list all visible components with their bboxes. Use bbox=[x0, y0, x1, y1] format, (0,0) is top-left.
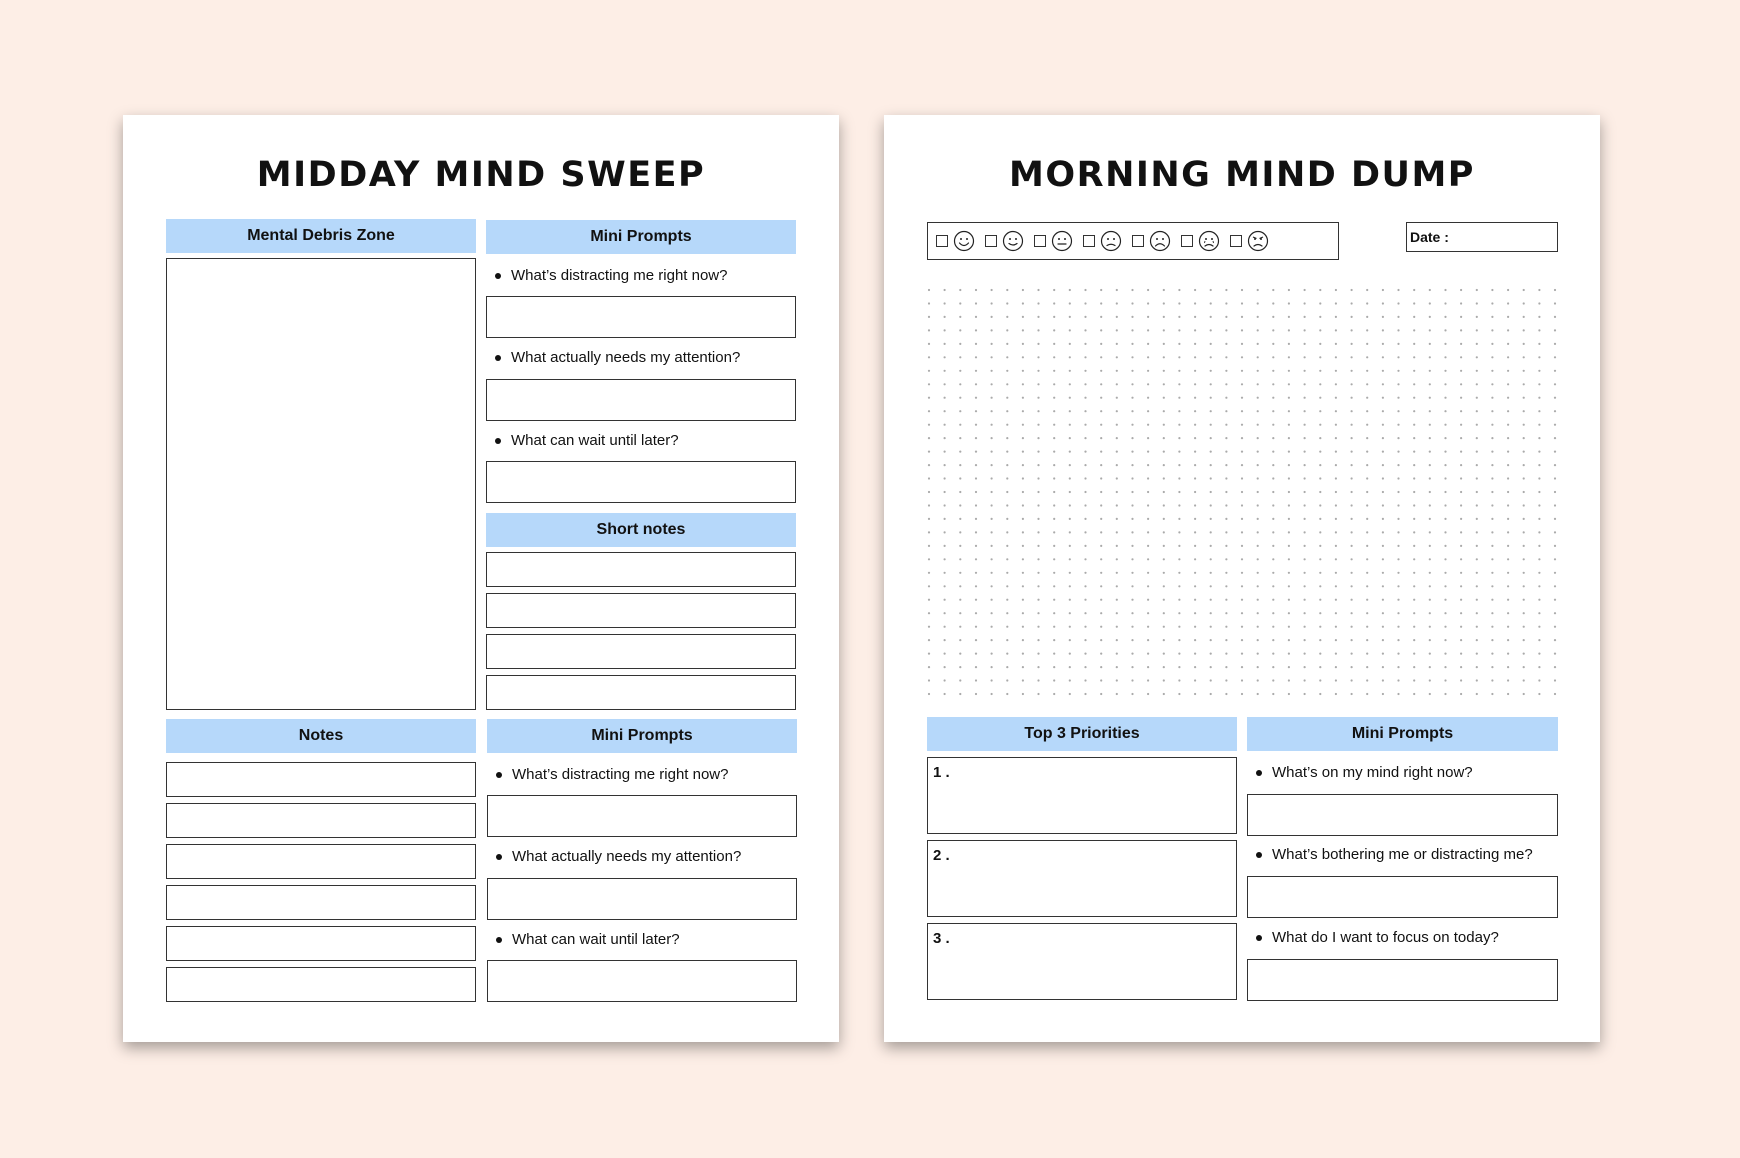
short-note-line[interactable] bbox=[486, 634, 796, 669]
bullet-icon bbox=[1256, 770, 1262, 776]
mood-checkbox[interactable] bbox=[1083, 235, 1095, 247]
page-title: MORNING MIND DUMP bbox=[1009, 155, 1475, 195]
mood-checkbox[interactable] bbox=[985, 235, 997, 247]
prompt-answer-box[interactable] bbox=[1247, 794, 1558, 836]
sad-face-icon bbox=[1149, 230, 1171, 252]
prompt-answer-box[interactable] bbox=[487, 795, 797, 837]
short-note-line[interactable] bbox=[486, 593, 796, 628]
date-field[interactable]: Date : bbox=[1406, 222, 1558, 252]
mood-option[interactable] bbox=[936, 230, 975, 252]
happy-face-icon bbox=[1002, 230, 1024, 252]
page-title: MIDDAY MIND SWEEP bbox=[256, 155, 706, 195]
mental-debris-zone-header: Mental Debris Zone bbox=[166, 219, 476, 253]
mood-checkbox[interactable] bbox=[1181, 235, 1193, 247]
mini-prompts-bottom-header: Mini Prompts bbox=[487, 719, 797, 753]
neutral-face-icon bbox=[1051, 230, 1073, 252]
prompt-item: What’s distracting me right now? bbox=[495, 267, 727, 284]
mood-option[interactable] bbox=[1230, 230, 1269, 252]
morning-mind-dump-page bbox=[884, 115, 1600, 1042]
prompt-item: What can wait until later? bbox=[495, 432, 679, 449]
note-line[interactable] bbox=[166, 885, 476, 920]
mini-prompts-header: Mini Prompts bbox=[1247, 717, 1558, 751]
prompt-answer-box[interactable] bbox=[486, 296, 796, 338]
note-line[interactable] bbox=[166, 803, 476, 838]
midday-mind-sweep-page bbox=[123, 115, 839, 1042]
note-line[interactable] bbox=[166, 967, 476, 1002]
prompt-item: What actually needs my attention? bbox=[495, 349, 740, 366]
prompt-answer-box[interactable] bbox=[1247, 959, 1558, 1001]
bullet-icon bbox=[1256, 852, 1262, 858]
bullet-icon bbox=[495, 355, 501, 361]
bullet-icon bbox=[1256, 935, 1262, 941]
angry-face-icon bbox=[1247, 230, 1269, 252]
prompt-item: What’s on my mind right now? bbox=[1256, 764, 1473, 781]
note-line[interactable] bbox=[166, 762, 476, 797]
mood-option[interactable] bbox=[1132, 230, 1171, 252]
prompt-answer-box[interactable] bbox=[486, 379, 796, 421]
mood-checkbox[interactable] bbox=[1034, 235, 1046, 247]
prompt-item: What’s bothering me or distracting me? bbox=[1256, 846, 1533, 863]
note-line[interactable] bbox=[166, 926, 476, 961]
mood-option[interactable] bbox=[1034, 230, 1073, 252]
prompt-item: What do I want to focus on today? bbox=[1256, 929, 1499, 946]
mood-checkbox[interactable] bbox=[1132, 235, 1144, 247]
prompt-answer-box[interactable] bbox=[486, 461, 796, 503]
bullet-icon bbox=[496, 772, 502, 778]
prompt-item: What can wait until later? bbox=[496, 931, 680, 948]
mood-option[interactable] bbox=[1083, 230, 1122, 252]
priority-box[interactable]: 2 . bbox=[927, 840, 1237, 917]
priority-box[interactable]: 1 . bbox=[927, 757, 1237, 834]
prompt-answer-box[interactable] bbox=[1247, 876, 1558, 918]
mood-checkbox[interactable] bbox=[936, 235, 948, 247]
very-happy-face-icon bbox=[953, 230, 975, 252]
prompt-answer-box[interactable] bbox=[487, 878, 797, 920]
mood-checkbox[interactable] bbox=[1230, 235, 1242, 247]
bullet-icon bbox=[496, 854, 502, 860]
bullet-icon bbox=[495, 438, 501, 444]
mini-prompts-top-header: Mini Prompts bbox=[486, 220, 796, 254]
bullet-icon bbox=[495, 273, 501, 279]
prompt-answer-box[interactable] bbox=[487, 960, 797, 1002]
mental-debris-box[interactable] bbox=[166, 258, 476, 710]
bullet-icon bbox=[496, 937, 502, 943]
prompt-item: What actually needs my attention? bbox=[496, 848, 741, 865]
dot-grid-writing-area[interactable] bbox=[927, 288, 1557, 696]
priority-box[interactable]: 3 . bbox=[927, 923, 1237, 1000]
short-note-line[interactable] bbox=[486, 675, 796, 710]
note-line[interactable] bbox=[166, 844, 476, 879]
mood-option[interactable] bbox=[985, 230, 1024, 252]
slightly-sad-face-icon bbox=[1100, 230, 1122, 252]
notes-header: Notes bbox=[166, 719, 476, 753]
mood-tracker bbox=[927, 222, 1339, 260]
short-note-line[interactable] bbox=[486, 552, 796, 587]
short-notes-header: Short notes bbox=[486, 513, 796, 547]
prompt-item: What’s distracting me right now? bbox=[496, 766, 728, 783]
mood-option[interactable] bbox=[1181, 230, 1220, 252]
crying-face-icon bbox=[1198, 230, 1220, 252]
top-priorities-header: Top 3 Priorities bbox=[927, 717, 1237, 751]
